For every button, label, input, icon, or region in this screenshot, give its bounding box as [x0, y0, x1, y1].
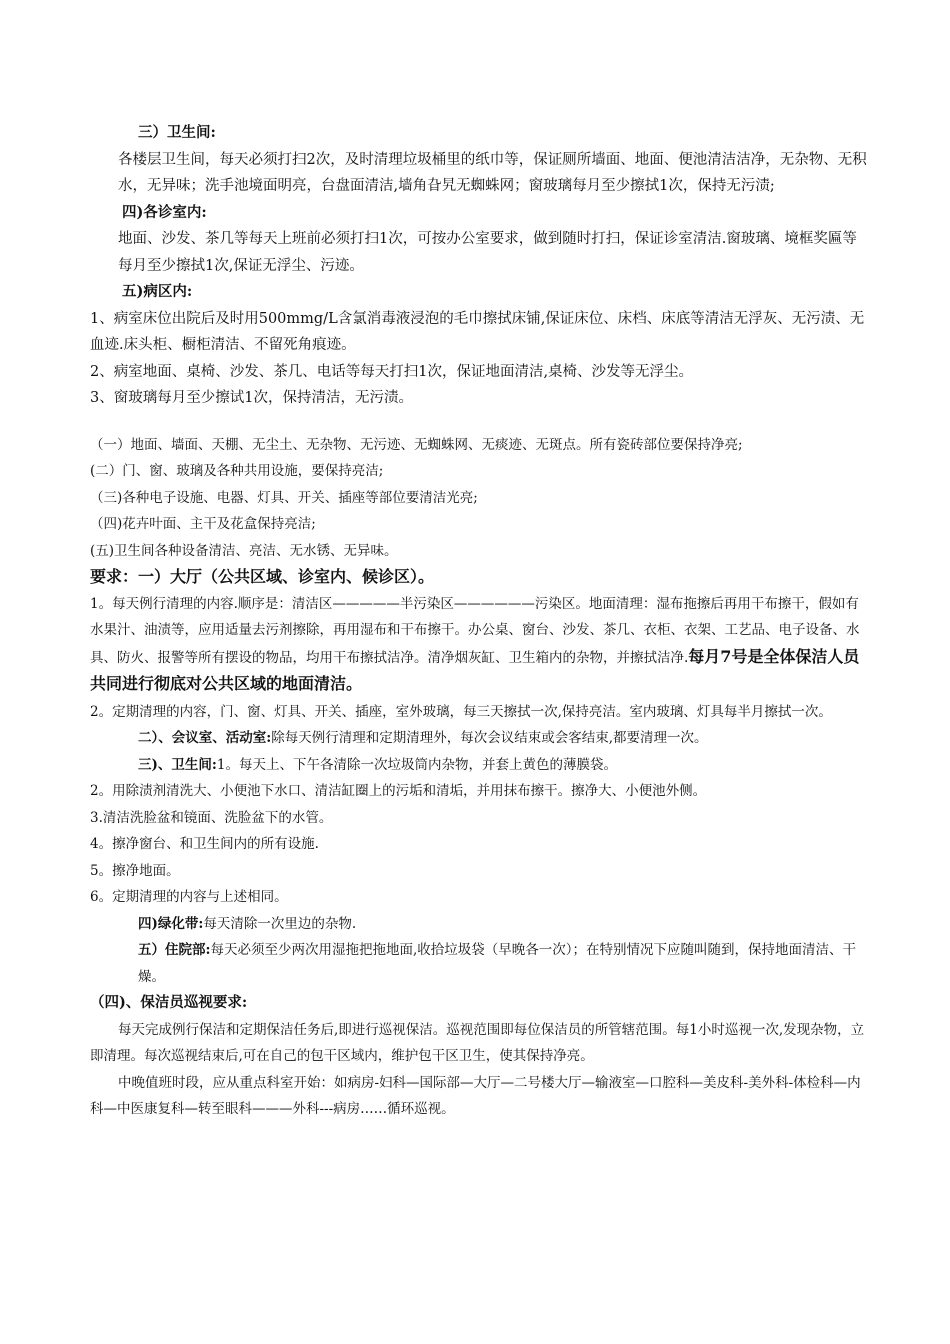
requirement-1-highlight: 每月7号是全体保洁人员共同进行彻底对公共区域的地面清洁。: [90, 646, 860, 693]
section-5-item: 3、窗玻璃每月至少擦试1次，保持清洁，无污渍。: [90, 390, 413, 406]
requirement-meeting-room: [90, 725, 870, 752]
requirement-inpatient: [90, 937, 870, 990]
requirement-restroom: [90, 752, 870, 779]
inpatient-title: 五）住院部:: [138, 942, 211, 958]
standard-item: （三)各种电子设施、电器、灯具、开关、插座等部位要清洁光亮;: [90, 489, 478, 506]
meeting-room-title: 二）、会议室、活动室:: [138, 730, 272, 746]
meeting-room-body: 除每天例行清理和定期清理外，每次会议结束或会客结束,都要清理一次。: [271, 730, 708, 746]
standard-item: (五)卫生间各种设备清洁、亮洁、无水锈、无异味。: [90, 542, 398, 559]
restroom-body: 1。每天上、下午各清除一次垃圾筒内杂物，并套上黄色的薄膜袋。: [216, 756, 617, 773]
green-belt-title: 四)绿化带:: [138, 915, 204, 932]
restroom-item: 4。擦净窗台、和卫生间内的所有设施.: [90, 836, 319, 852]
section-5-item: 2、病室地面、桌椅、沙发、茶几、电话等每天打扫1次，保证地面清洁,桌椅、沙发等无浮尘。: [90, 363, 694, 380]
section-3-body: 各楼层卫生间，每天必须打扫2次，及时清理垃圾桶里的纸巾等，保证厕所墙面、地面、便池清洁洁净，无杂物、无积水，无异味；洗手池境面明亮，台盘面清洁,墙角旮旯无蜘蛛网；窗玻璃每月至少擦拭1次，保持无污渍;: [118, 151, 867, 194]
standard-item: （一）地面、墙面、天棚、无尘土、无杂物、无污迹、无蜘蛛网、无痰迹、无斑点。所有瓷砖部位要保持净亮;: [90, 436, 743, 453]
restroom-title: 三)、卫生间:: [138, 756, 217, 773]
spacer: [90, 412, 870, 432]
requirement-1: [90, 591, 870, 699]
patrol-paragraph: 每天完成例行保洁和定期保洁任务后,即进行巡视保洁。巡视范围即每位保洁员的所管辖范围。每1小时巡视一次,发现杂物，立即清理。每次巡视结束后,可在自己的包干区域内，维护包干区卫生，使其保持净亮。: [90, 1021, 865, 1064]
section-5-item: 1、病室床位出院后及时用500mmg/L含氯消毒液浸泡的毛巾擦拭床铺,保证床位、床档、床底等清洁无浮灰、无污渍、无血迹.床头柜、橱柜清洁、不留死角痕迹。: [90, 310, 865, 353]
section-5-title: 五)病区内:: [122, 283, 193, 300]
standard-item: （四)花卉叶面、主干及花盒保持亮洁;: [90, 516, 316, 532]
restroom-item: 5。擦净地面。: [90, 862, 180, 879]
section-4-title: 四)各诊室内:: [122, 203, 207, 221]
requirement-1-text: 1。每天例行清理的内容.顺序是：清洁区—————半污染区——————污染区。地面清理：湿布拖擦后再用干布擦干，假如有水果汁、油渍等，应用适量去污剂擦除，再用湿布和干布擦干。办公桌、窗台、沙发、茶几、衣柜、衣架、工艺品、电子设备、水具、防火、报警等所有摆设的物品，均用干布擦拭洁净。清净烟灰缸、卫生箱内的杂物，并擦拭洁净.: [90, 595, 860, 666]
restroom-item: 3.清洁洗脸盆和镜面、洗脸盆下的水管。: [90, 809, 333, 826]
green-belt-body: 每天清除一次里边的杂物.: [203, 915, 357, 932]
section-4-body: 地面、沙发、茶几等每天上班前必须打扫1次，可按办公室要求，做到随时打扫，保证诊室清洁.窗玻璃、境框奖匾等每月至少擦拭1次,保证无浮尘、污迹。: [118, 231, 857, 274]
requirement-2: 2。定期清理的内容，门、窗、灯具、开关、插座，室外玻璃，每三天擦拭一次,保持亮洁。室内玻璃、灯具每半月擦拭一次。: [90, 703, 832, 720]
section-3-title: 三）卫生间:: [138, 124, 216, 141]
patrol-title: （四)、保洁员巡视要求:: [90, 994, 248, 1011]
document-page: [90, 120, 870, 1123]
standard-item: (二）门、窗、玻璃及各种共用设施，要保持亮洁;: [90, 463, 384, 479]
restroom-item: 6。定期清理的内容与上述相同。: [90, 889, 288, 905]
patrol-paragraph: 中晚值班时段，应从重点科室开始：如病房-妇科—国际部—大厅—二号楼大厅—输液室—口腔科—美皮科-美外科-体检科—内科—中医康复科—转至眼科———外科---病房……循环巡视。: [90, 1074, 861, 1117]
inpatient-body: 每天必须至少两次用湿拖把拖地面,收拾垃圾袋（早晚各一次）；在特别情况下应随叫随到，保持地面清洁、干燥。: [138, 942, 857, 985]
requirements-title: 要求：一）大厅（公共区域、诊室内、候诊区）。: [90, 567, 435, 586]
restroom-item: 2。用除渍剂清洗大、小便池下水口、清洁缸圈上的污垢和清垢，并用抹布擦干。擦净大、小便池外侧。: [90, 783, 707, 799]
requirement-green-belt: [90, 911, 870, 938]
